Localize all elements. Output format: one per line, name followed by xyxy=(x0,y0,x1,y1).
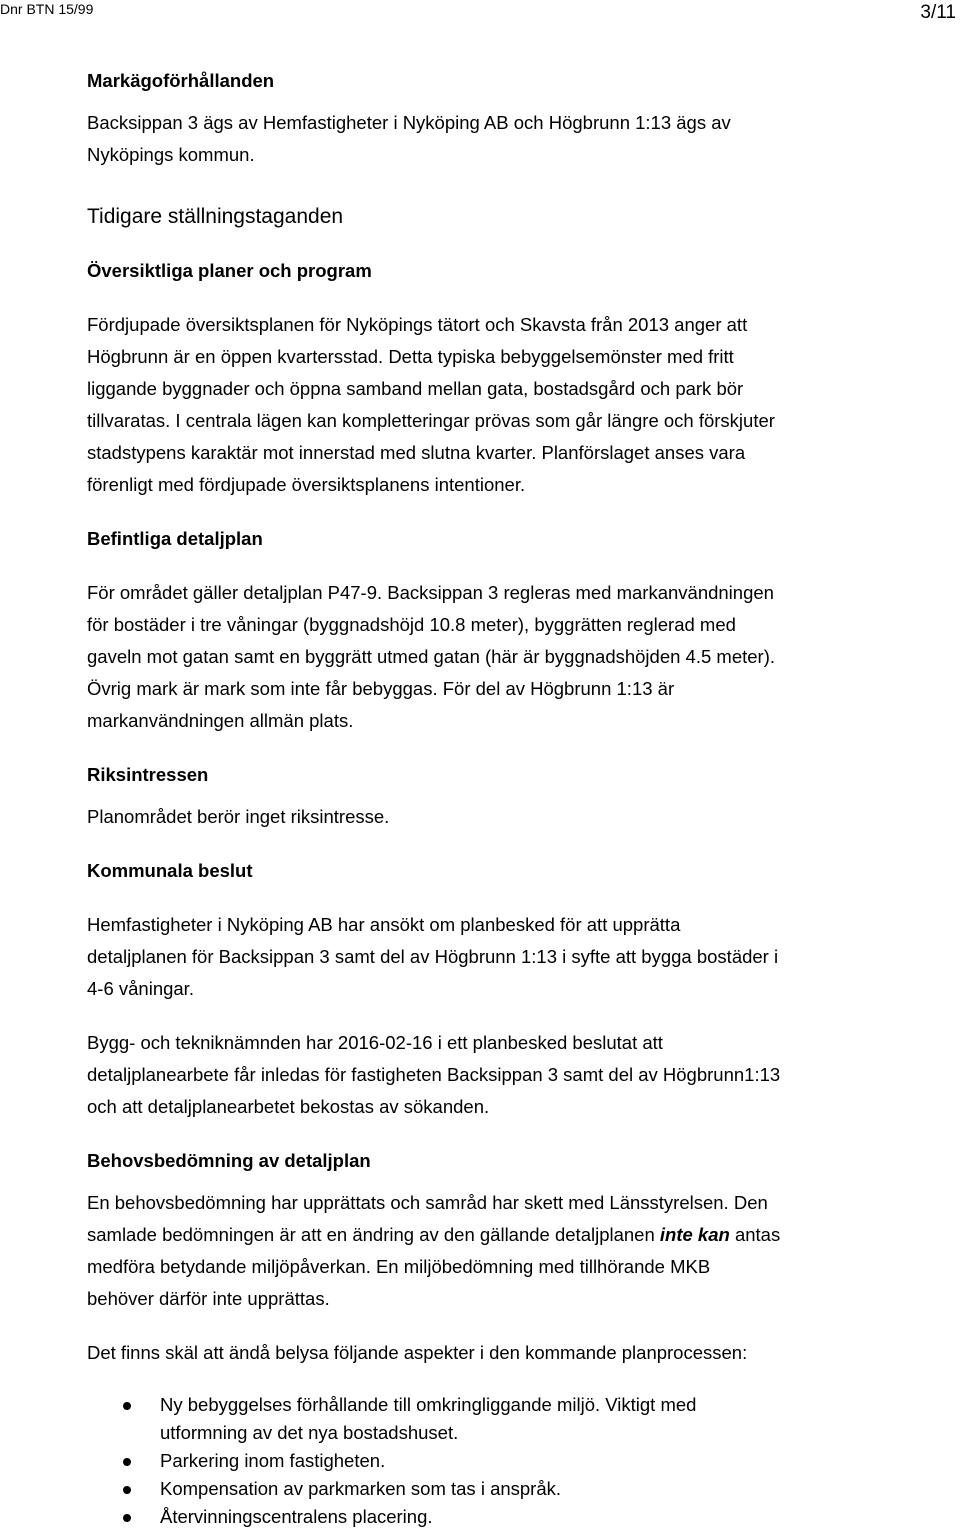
paragraph-line: Fördjupade översiktsplanen för Nyköpings tätort och Skavsta från 2013 anger att xyxy=(87,314,748,335)
emphasis-text: inte kan xyxy=(659,1224,730,1245)
paragraph-line: För området gäller detaljplan P47-9. Backsippan 3 regleras med markanvändningen xyxy=(87,582,774,603)
paragraph-line: En behovsbedömning har upprättats och samråd har skett med Länsstyrelsen. Den xyxy=(87,1192,768,1213)
bullet-icon xyxy=(123,1402,131,1410)
paragraph-line: Övrig mark är mark som inte får bebyggas. För del av Högbrunn 1:13 är xyxy=(87,678,675,699)
list-item-line: Ny bebyggelses förhållande till omkringliggande miljö. Viktigt med xyxy=(160,1394,697,1415)
paragraph-line: förenligt med fördjupade översiktsplanens intentioner. xyxy=(87,474,526,495)
heading-tidigare: Tidigare ställningstaganden xyxy=(87,205,344,228)
paragraph-line: stadstypens karaktär mot innerstad med slutna kvarter. Planförslaget anses vara xyxy=(87,442,746,463)
paragraph-line: detaljplanen för Backsippan 3 samt del av Högbrunn 1:13 i syfte att bygga bostäder i xyxy=(87,946,779,967)
list-item xyxy=(87,1391,867,1447)
list-item xyxy=(87,1447,867,1475)
paragraph-line: Högbrunn är en öppen kvartersstad. Detta typiska bebyggelsemönster med fritt xyxy=(87,346,734,367)
heading-behovsbedomning: Behovsbedömning av detaljplan xyxy=(87,1150,371,1171)
paragraph-line: och att detaljplanearbetet bekostas av sökanden. xyxy=(87,1096,490,1117)
aspects-list xyxy=(87,1391,867,1531)
heading-riksintressen: Riksintressen xyxy=(87,764,209,785)
heading-markagoforhallanden: Markägoförhållanden xyxy=(87,70,275,91)
paragraph-line: Nyköpings kommun. xyxy=(87,144,255,165)
page-number: 3/11 xyxy=(920,2,956,23)
list-item-line: Kompensation av parkmarken som tas i anspråk. xyxy=(160,1478,562,1499)
paragraph-line: Planområdet berör inget riksintresse. xyxy=(87,806,390,827)
paragraph-line: Det finns skäl att ändå belysa följande aspekter i den kommande planprocessen: xyxy=(87,1342,748,1363)
paragraph-line: Hemfastigheter i Nyköping AB har ansökt om planbesked för att upprätta xyxy=(87,914,681,935)
paragraph-line xyxy=(87,1219,867,1251)
paragraph-line: markanvändningen allmän plats. xyxy=(87,710,354,731)
bullet-icon xyxy=(123,1514,131,1522)
list-item xyxy=(87,1503,867,1531)
paragraph-line: för bostäder i tre våningar (byggnadshöjd 10.8 meter), byggrätten reglerad med xyxy=(87,614,736,635)
paragraph-line: Bygg- och tekniknämnden har 2016-02-16 i ett planbesked beslutat att xyxy=(87,1032,663,1053)
text-run: samlade bedömningen är att en ändring av den gällande detaljplanen xyxy=(87,1224,660,1245)
bullet-icon xyxy=(123,1458,131,1466)
paragraph-line: behöver därför inte upprättas. xyxy=(87,1288,330,1309)
paragraph-line: tillvaratas. I centrala lägen kan kompletteringar prövas som går längre och förskjuter xyxy=(87,410,775,431)
document-number: Dnr BTN 15/99 xyxy=(0,1,94,17)
list-item xyxy=(87,1475,867,1503)
heading-oversiktliga: Översiktliga planer och program xyxy=(87,260,372,281)
paragraph-line: liggande byggnader och öppna samband mellan gata, bostadsgård och park bör xyxy=(87,378,744,399)
paragraph-line: gaveln mot gatan samt en byggrätt utmed gatan (här är byggnadshöjden 4.5 meter). xyxy=(87,646,775,667)
heading-kommunala: Kommunala beslut xyxy=(87,860,253,881)
heading-befintliga: Befintliga detaljplan xyxy=(87,528,263,549)
paragraph-line: Backsippan 3 ägs av Hemfastigheter i Nyköping AB och Högbrunn 1:13 ägs av xyxy=(87,112,731,133)
bullet-icon xyxy=(123,1486,131,1494)
paragraph-line: 4-6 våningar. xyxy=(87,978,194,999)
document-body xyxy=(87,65,867,1531)
text-run: antas xyxy=(729,1224,781,1245)
list-item-line: Parkering inom fastigheten. xyxy=(160,1450,386,1471)
list-item-line: utformning av det nya bostadshuset. xyxy=(160,1422,459,1443)
list-item-line: Återvinningscentralens placering. xyxy=(160,1506,433,1527)
paragraph-line: detaljplanearbete får inledas för fastigheten Backsippan 3 samt del av Högbrunn1:13 xyxy=(87,1064,781,1085)
paragraph-line: medföra betydande miljöpåverkan. En miljöbedömning med tillhörande MKB xyxy=(87,1256,711,1277)
